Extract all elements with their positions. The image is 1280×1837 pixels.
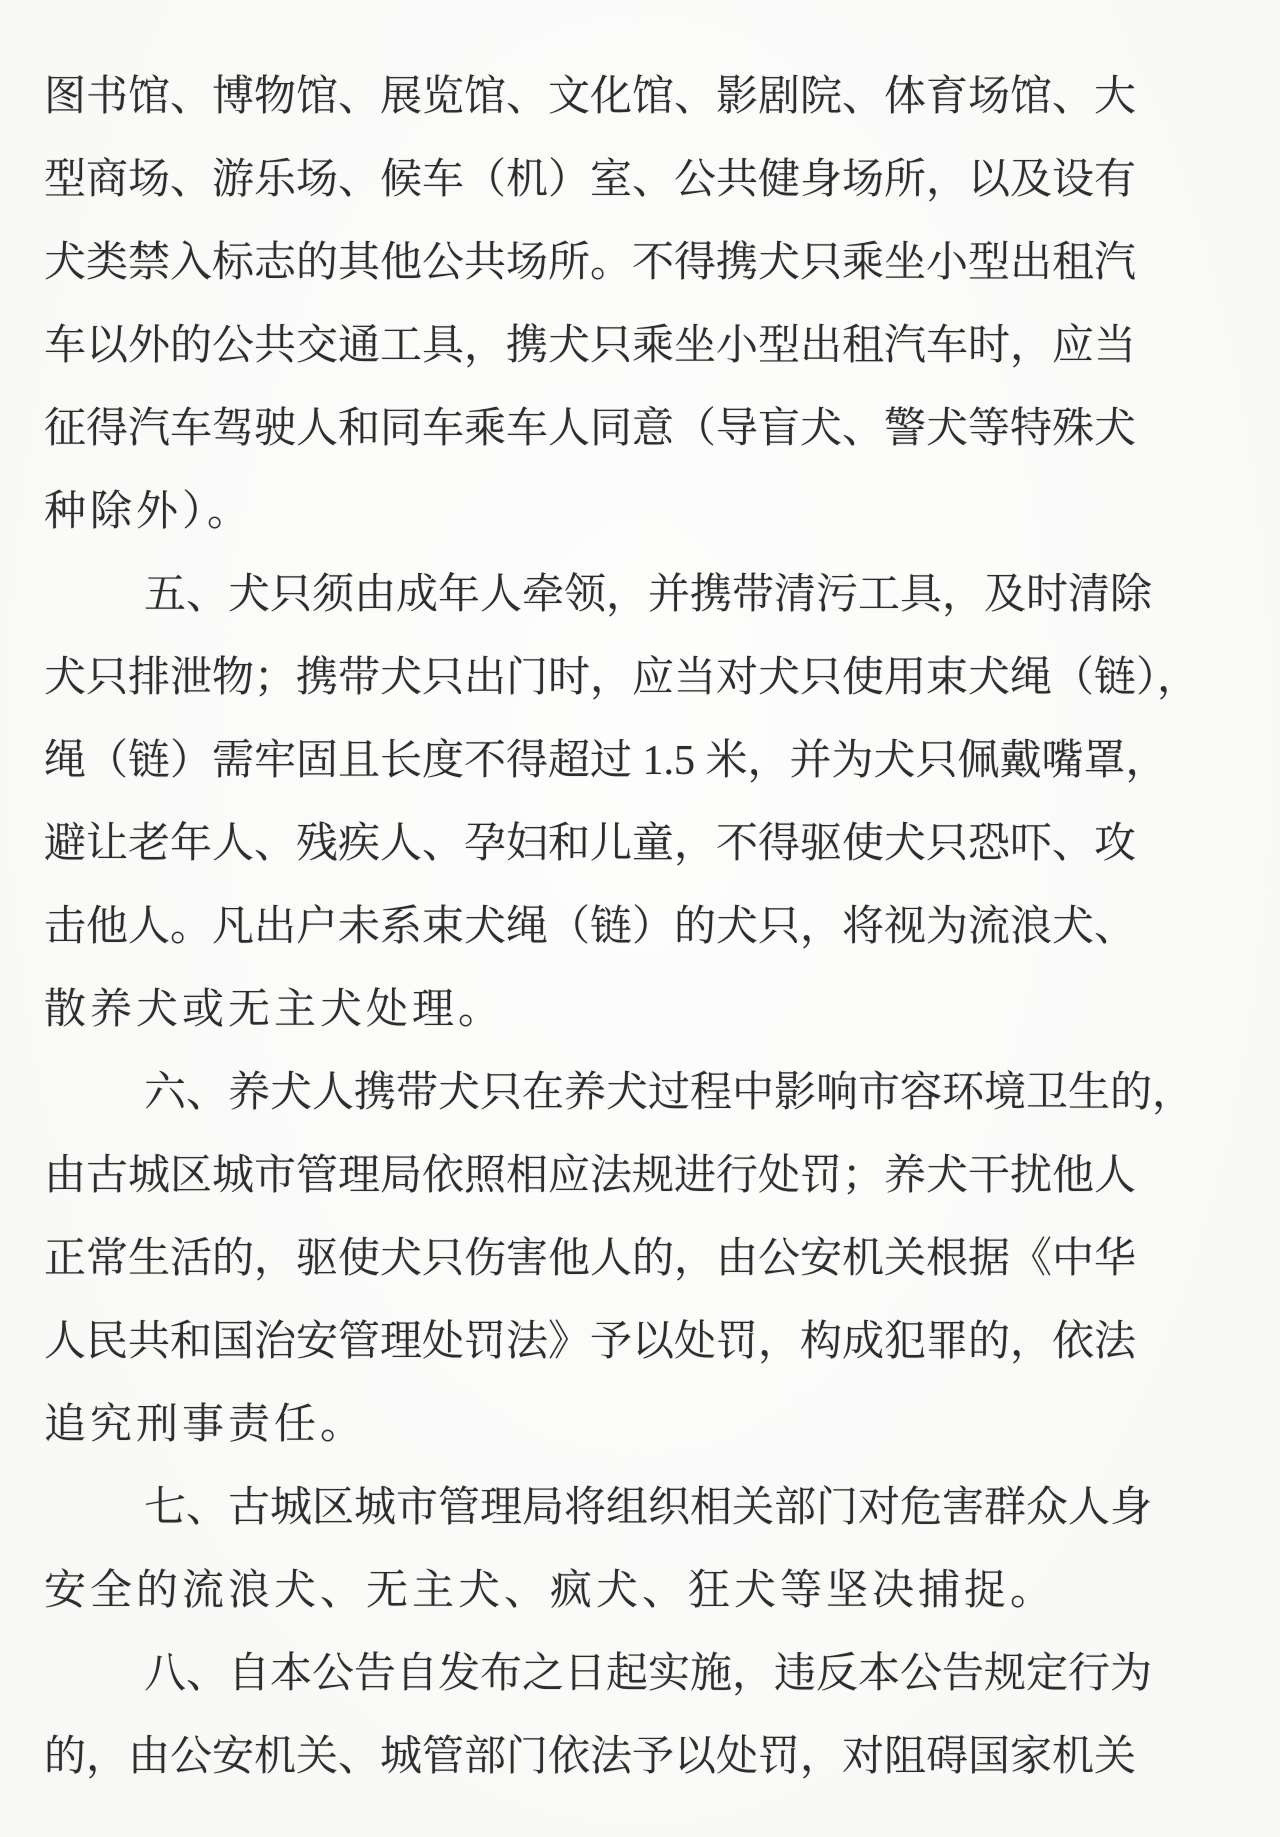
- text-line: 散养犬或无主犬处理。: [44, 987, 505, 1033]
- text-line: 征得汽车驾驶人和同车乘车人同意（导盲犬、警犬等特殊犬: [44, 406, 1137, 452]
- text-line: 图书馆、博物馆、展览馆、文化馆、影剧院、体育场馆、大: [44, 74, 1137, 120]
- text-line-item-8: 八、自本公告自发布之日起实施，违反本公告规定行为: [144, 1651, 1153, 1697]
- text-line: 追究刑事责任。: [44, 1402, 367, 1448]
- text-line: 绳（链）需牢固且长度不得超过 1.5 米，并为犬只佩戴嘴罩，: [44, 738, 1168, 784]
- text-line: 的，由公安机关、城管部门依法予以处罚，对阻碍国家机关: [44, 1734, 1137, 1780]
- text-line-item-5: 五、犬只须由成年人牵领，并携带清污工具，及时清除: [144, 572, 1153, 618]
- text-line: 正常生活的，驱使犬只伤害他人的，由公安机关根据《中华: [44, 1236, 1137, 1282]
- text-line: 人民共和国治安管理处罚法》予以处罚，构成犯罪的，依法: [44, 1319, 1137, 1365]
- text-line: 由古城区城市管理局依照相应法规进行处罚；养犬干扰他人: [44, 1153, 1137, 1199]
- text-line: 避让老年人、残疾人、孕妇和儿童，不得驱使犬只恐吓、攻: [44, 821, 1137, 867]
- text-line: 种除外）。: [44, 489, 254, 535]
- text-line: 型商场、游乐场、候车（机）室、公共健身场所，以及设有: [44, 157, 1137, 203]
- text-line: 击他人。凡出户未系束犬绳（链）的犬只，将视为流浪犬、: [44, 904, 1137, 950]
- text-line: 车以外的公共交通工具，携犬只乘坐小型出租汽车时，应当: [44, 323, 1137, 369]
- text-line: 犬类禁入标志的其他公共场所。不得携犬只乘坐小型出租汽: [44, 240, 1137, 286]
- text-line-item-6: 六、养犬人携带犬只在养犬过程中影响市容环境卫生的，: [144, 1070, 1195, 1116]
- text-line-item-7: 七、古城区城市管理局将组织相关部门对危害群众人身: [144, 1485, 1153, 1531]
- text-line: 犬只排泄物；携带犬只出门时，应当对犬只使用束犬绳（链），: [44, 655, 1200, 701]
- text-line: 安全的流浪犬、无主犬、疯犬、狂犬等坚决捕捉。: [44, 1568, 1057, 1614]
